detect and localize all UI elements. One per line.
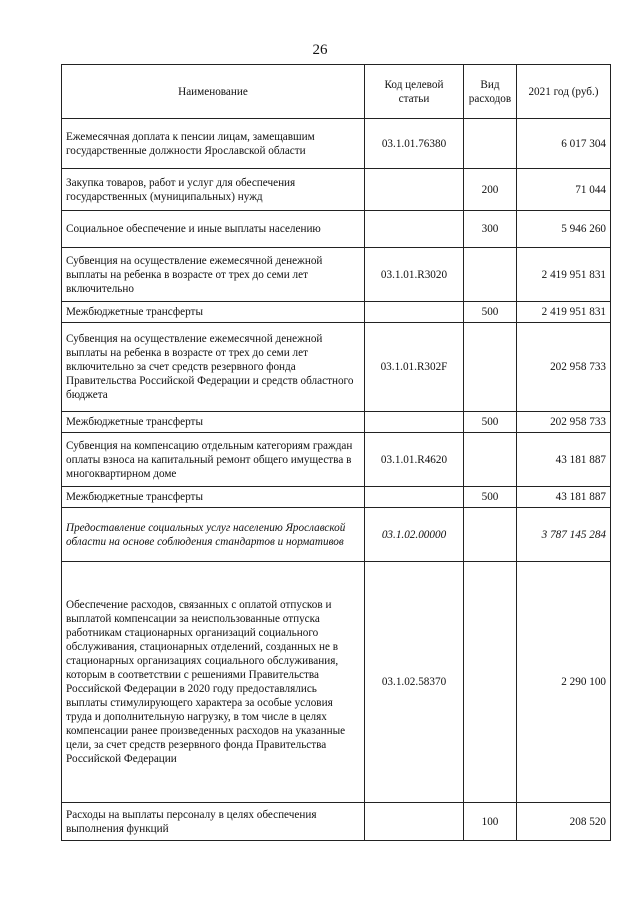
cell-code: 03.1.01.R302F	[365, 323, 464, 412]
cell-type: 500	[464, 412, 517, 433]
cell-name: Закупка товаров, работ и услуг для обеспечения государственных (муниципальных) нужд	[62, 169, 365, 211]
cell-type	[464, 119, 517, 169]
cell-name: Предоставление социальных услуг населению Ярославской области на основе соблюдения стандартов и нормативов	[62, 508, 365, 562]
cell-code	[365, 169, 464, 211]
cell-amount: 43 181 887	[517, 487, 611, 508]
cell-code	[365, 487, 464, 508]
header-amount: 2021 год (руб.)	[517, 65, 611, 119]
cell-amount: 208 520	[517, 803, 611, 841]
cell-code	[365, 302, 464, 323]
cell-name: Межбюджетные трансферты	[62, 487, 365, 508]
cell-amount: 202 958 733	[517, 412, 611, 433]
cell-type	[464, 433, 517, 487]
cell-type: 200	[464, 169, 517, 211]
cell-name: Субвенция на осуществление ежемесячной денежной выплаты на ребенка в возрасте от трех до семи лет включительно	[62, 248, 365, 302]
cell-amount: 43 181 887	[517, 433, 611, 487]
cell-name: Субвенция на осуществление ежемесячной денежной выплаты на ребенка в возрасте от трех до семи лет включительно за счет средств резервного фонда Правительства Российской Федерации и средств областного бюджета	[62, 323, 365, 412]
table-row	[62, 433, 611, 487]
cell-amount: 2 290 100	[517, 562, 611, 803]
cell-code	[365, 412, 464, 433]
cell-type: 100	[464, 803, 517, 841]
header-type: Вид расходов	[464, 65, 517, 119]
cell-type	[464, 248, 517, 302]
header-code: Код целевой статьи	[365, 65, 464, 119]
table-row	[62, 487, 611, 508]
cell-name: Расходы на выплаты персоналу в целях обеспечения выполнения функций	[62, 803, 365, 841]
table-row	[62, 248, 611, 302]
table-row	[62, 412, 611, 433]
table-row	[62, 803, 611, 841]
cell-type: 300	[464, 211, 517, 248]
cell-code: 03.1.02.00000	[365, 508, 464, 562]
table-row	[62, 211, 611, 248]
cell-name: Субвенция на компенсацию отдельным категориям граждан оплаты взноса на капитальный ремонт общего имущества в многоквартирном доме	[62, 433, 365, 487]
cell-amount: 6 017 304	[517, 119, 611, 169]
cell-code: 03.1.01.76380	[365, 119, 464, 169]
cell-type	[464, 562, 517, 803]
cell-code: 03.1.02.58370	[365, 562, 464, 803]
cell-amount: 202 958 733	[517, 323, 611, 412]
cell-name: Ежемесячная доплата к пенсии лицам, замещавшим государственные должности Ярославской области	[62, 119, 365, 169]
table-header-row	[62, 65, 611, 119]
page-number: 26	[312, 42, 328, 58]
table-row	[62, 302, 611, 323]
cell-name: Обеспечение расходов, связанных с оплатой отпусков и выплатой компенсации за неиспользованные отпуска работникам стационарных организаций социального обслуживания, стационарных отделений, созданных не в стационарных организациях социального обслуживания, которым в соответствии с решениями Правительства Российской Федерации в 2020 году предоставлялись выплаты стимулирующего характера за особые условия труда и дополнительную нагрузку, в том числе в целях компенсации ранее произведенных расходов на указанные цели, за счет средств резервного фонда Правительства Российской Федерации	[62, 562, 365, 803]
header-name: Наименование	[62, 65, 365, 119]
cell-amount: 71 044	[517, 169, 611, 211]
cell-type: 500	[464, 487, 517, 508]
table-row	[62, 169, 611, 211]
cell-code: 03.1.01.R4620	[365, 433, 464, 487]
cell-amount: 5 946 260	[517, 211, 611, 248]
cell-code	[365, 803, 464, 841]
cell-name: Межбюджетные трансферты	[62, 302, 365, 323]
cell-amount: 3 787 145 284	[517, 508, 611, 562]
cell-code: 03.1.01.R3020	[365, 248, 464, 302]
cell-amount: 2 419 951 831	[517, 248, 611, 302]
cell-name: Межбюджетные трансферты	[62, 412, 365, 433]
table-row	[62, 508, 611, 562]
cell-amount: 2 419 951 831	[517, 302, 611, 323]
budget-table	[61, 64, 611, 841]
table-row	[62, 323, 611, 412]
cell-type	[464, 323, 517, 412]
table-row	[62, 562, 611, 803]
cell-type	[464, 508, 517, 562]
table-row	[62, 119, 611, 169]
cell-code	[365, 211, 464, 248]
cell-type: 500	[464, 302, 517, 323]
cell-name: Социальное обеспечение и иные выплаты населению	[62, 211, 365, 248]
